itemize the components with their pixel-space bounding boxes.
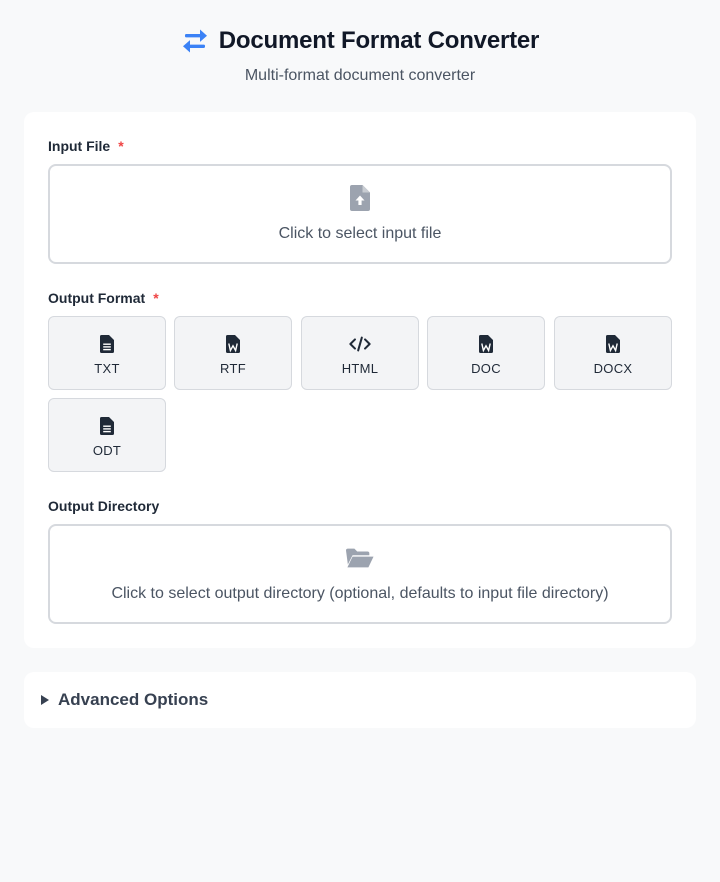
format-option-label: RTF bbox=[220, 361, 246, 376]
title-row bbox=[0, 24, 720, 58]
output-directory-dropzone[interactable] bbox=[48, 524, 672, 624]
format-option-label: DOCX bbox=[593, 361, 633, 376]
file-word-icon bbox=[475, 333, 497, 355]
format-option-rtf[interactable] bbox=[174, 316, 292, 390]
file-text-icon bbox=[96, 333, 118, 355]
format-option-docx[interactable] bbox=[554, 316, 672, 390]
format-option-label: DOC bbox=[471, 361, 501, 376]
folder-open-icon bbox=[346, 544, 374, 572]
advanced-options-card bbox=[24, 672, 696, 728]
output-format-label bbox=[48, 290, 159, 306]
page-header bbox=[0, 24, 720, 85]
required-mark: * bbox=[153, 290, 159, 306]
code-icon bbox=[349, 333, 371, 355]
converter-form-card bbox=[24, 112, 696, 648]
format-option-doc[interactable] bbox=[427, 316, 545, 390]
advanced-options-label: Advanced Options bbox=[58, 690, 209, 709]
file-text-icon bbox=[96, 415, 118, 437]
format-option-label: TXT bbox=[94, 361, 120, 376]
required-mark: * bbox=[118, 138, 124, 154]
output-directory-dropzone-text: Click to select output directory (optional, defaults to input file directory) bbox=[111, 585, 609, 602]
output-format-label-text: Output Format bbox=[48, 290, 146, 306]
advanced-options-toggle[interactable] bbox=[40, 690, 208, 710]
format-option-html[interactable] bbox=[301, 316, 419, 390]
file-upload-icon bbox=[346, 184, 374, 212]
output-directory-label-text: Output Directory bbox=[48, 498, 160, 514]
file-word-icon bbox=[602, 333, 624, 355]
input-file-dropzone[interactable] bbox=[48, 164, 672, 264]
format-option-odt[interactable] bbox=[48, 398, 166, 472]
format-option-label: ODT bbox=[92, 443, 122, 458]
format-option-label: HTML bbox=[341, 361, 379, 376]
swap-arrows-icon bbox=[181, 27, 209, 55]
input-file-dropzone-text: Click to select input file bbox=[278, 225, 442, 242]
input-file-label-text: Input File bbox=[48, 138, 111, 154]
format-option-txt[interactable] bbox=[48, 316, 166, 390]
input-file-label bbox=[48, 138, 124, 154]
output-directory-label bbox=[48, 498, 159, 514]
page-subtitle: Multi-format document converter bbox=[244, 67, 476, 84]
page-title: Document Format Converter bbox=[218, 27, 540, 54]
file-word-icon bbox=[222, 333, 244, 355]
caret-right-icon bbox=[40, 694, 50, 706]
